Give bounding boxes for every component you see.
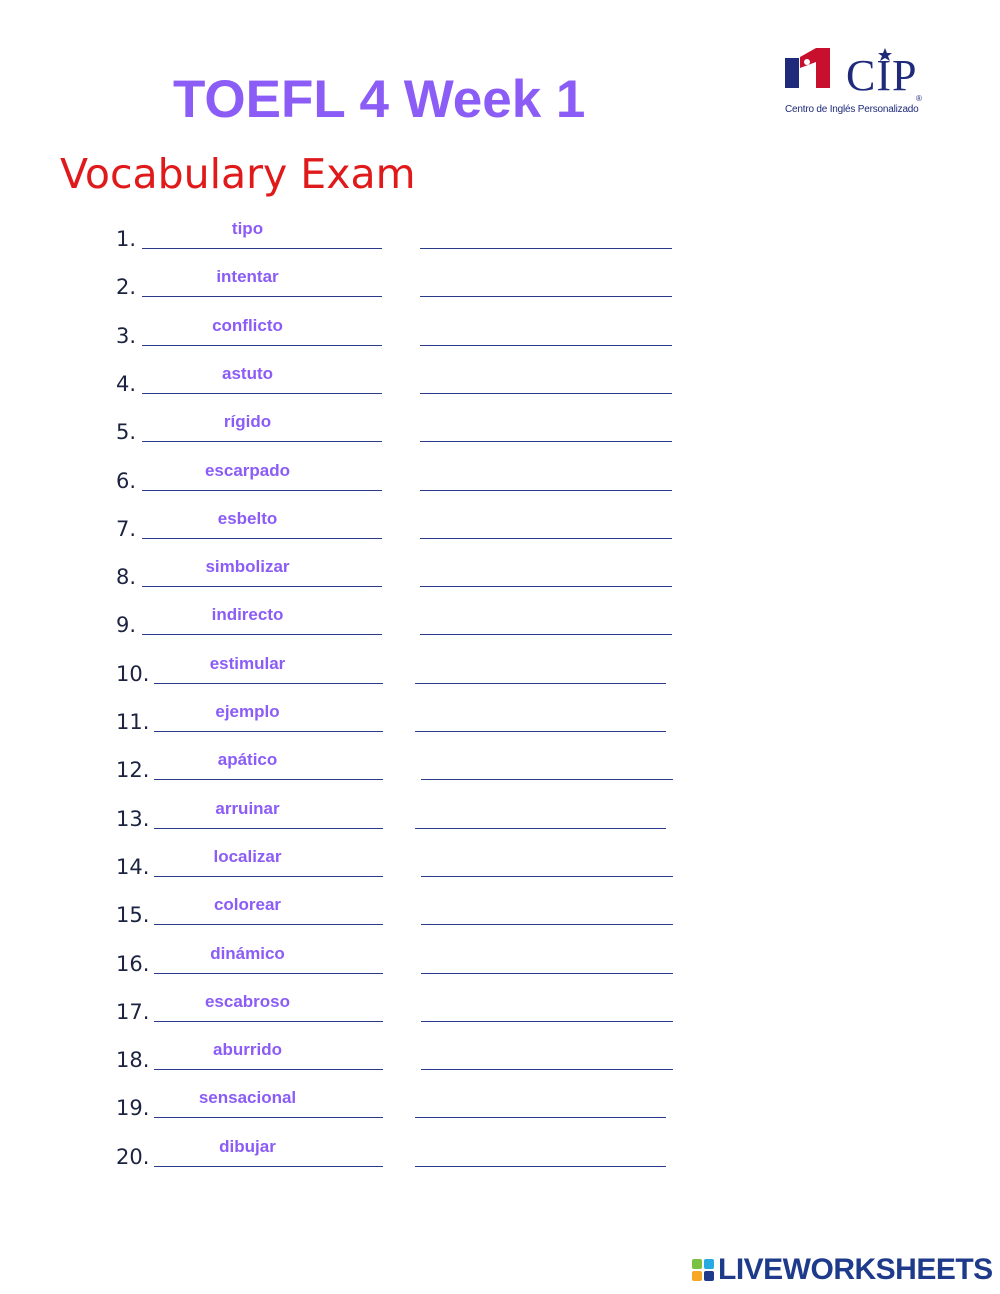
exam-item [0,829,1000,877]
vocabulary-word: tipo [231,219,264,238]
answer-line-translation[interactable] [415,1166,666,1167]
vocabulary-word: esbelto [217,508,278,528]
exam-item [0,394,1000,445]
item-number: 5. [116,420,137,445]
vocabulary-word: localizar [213,846,282,866]
vocabulary-word: aburrido [213,1040,282,1060]
item-number: 17. [116,999,150,1024]
exam-item [0,926,1000,974]
vocabulary-word: dibujar [219,1136,276,1156]
exam-item [0,587,1000,638]
item-number: 20. [116,1144,150,1169]
exam-item [0,491,1000,539]
item-number: 16. [116,951,150,976]
exam-item [0,201,1000,249]
exam-item [0,1119,1000,1167]
exam-item [0,974,1000,1022]
exam-item [0,443,1000,491]
vocabulary-word: escarpado [204,460,291,480]
vocabulary-word: rígido [223,412,272,432]
exam-item [0,877,1000,928]
exam-item [0,298,1000,346]
exam-item [0,539,1000,590]
exam-item [0,346,1000,394]
item-number: 14. [116,854,150,879]
item-number: 15. [116,903,150,928]
vocabulary-word: intentar [216,267,279,287]
vocabulary-word: escabroso [204,991,291,1011]
vocabulary-word: sensacional [198,1088,297,1108]
item-number: 19. [116,1096,150,1121]
vocabulary-word: arruinar [215,798,280,818]
logo-registered-mark: ® [916,94,922,103]
item-number: 10. [116,661,150,686]
item-number: 9. [116,613,137,638]
liveworksheets-wordmark: LIVEWORKSHEETS [718,1253,993,1286]
exam-item [0,1070,1000,1121]
vocabulary-word: indirecto [211,605,284,625]
item-number: 13. [116,806,150,831]
liveworksheets-logo-icon [692,1259,714,1281]
vocabulary-word: conflicto [212,315,283,335]
page-subtitle: Vocabulary Exam [60,150,416,198]
exam-item [0,249,1000,300]
vocabulary-word: ejemplo [215,702,280,721]
vocabulary-word: colorear [213,895,282,915]
logo-wordmark: CIP [846,51,918,100]
item-number: 6. [116,468,137,493]
item-number: 4. [116,371,137,396]
exam-item [0,636,1000,684]
item-number: 7. [116,516,137,541]
exam-item [0,684,1000,732]
vocabulary-word: apático [217,750,278,770]
vocabulary-word: astuto [222,363,273,383]
vocabulary-word: estimular [209,653,286,673]
item-number: 8. [116,565,137,590]
vocabulary-word: dinámico [210,943,285,963]
vocabulary-word: simbolizar [205,557,290,577]
answer-line-word[interactable] [154,1166,383,1167]
item-number: 2. [116,275,137,300]
item-number: 1. [116,227,137,251]
item-number: 11. [116,710,150,734]
logo-caption: Centro de Inglés Personalizado [785,104,919,115]
exam-item [0,781,1000,829]
item-number: 3. [116,323,137,348]
item-number: 12. [116,758,150,783]
exam-item [0,1022,1000,1073]
item-number: 18. [116,1048,150,1073]
page-title: TOEFL 4 Week 1 [173,70,586,129]
exam-item [0,732,1000,783]
